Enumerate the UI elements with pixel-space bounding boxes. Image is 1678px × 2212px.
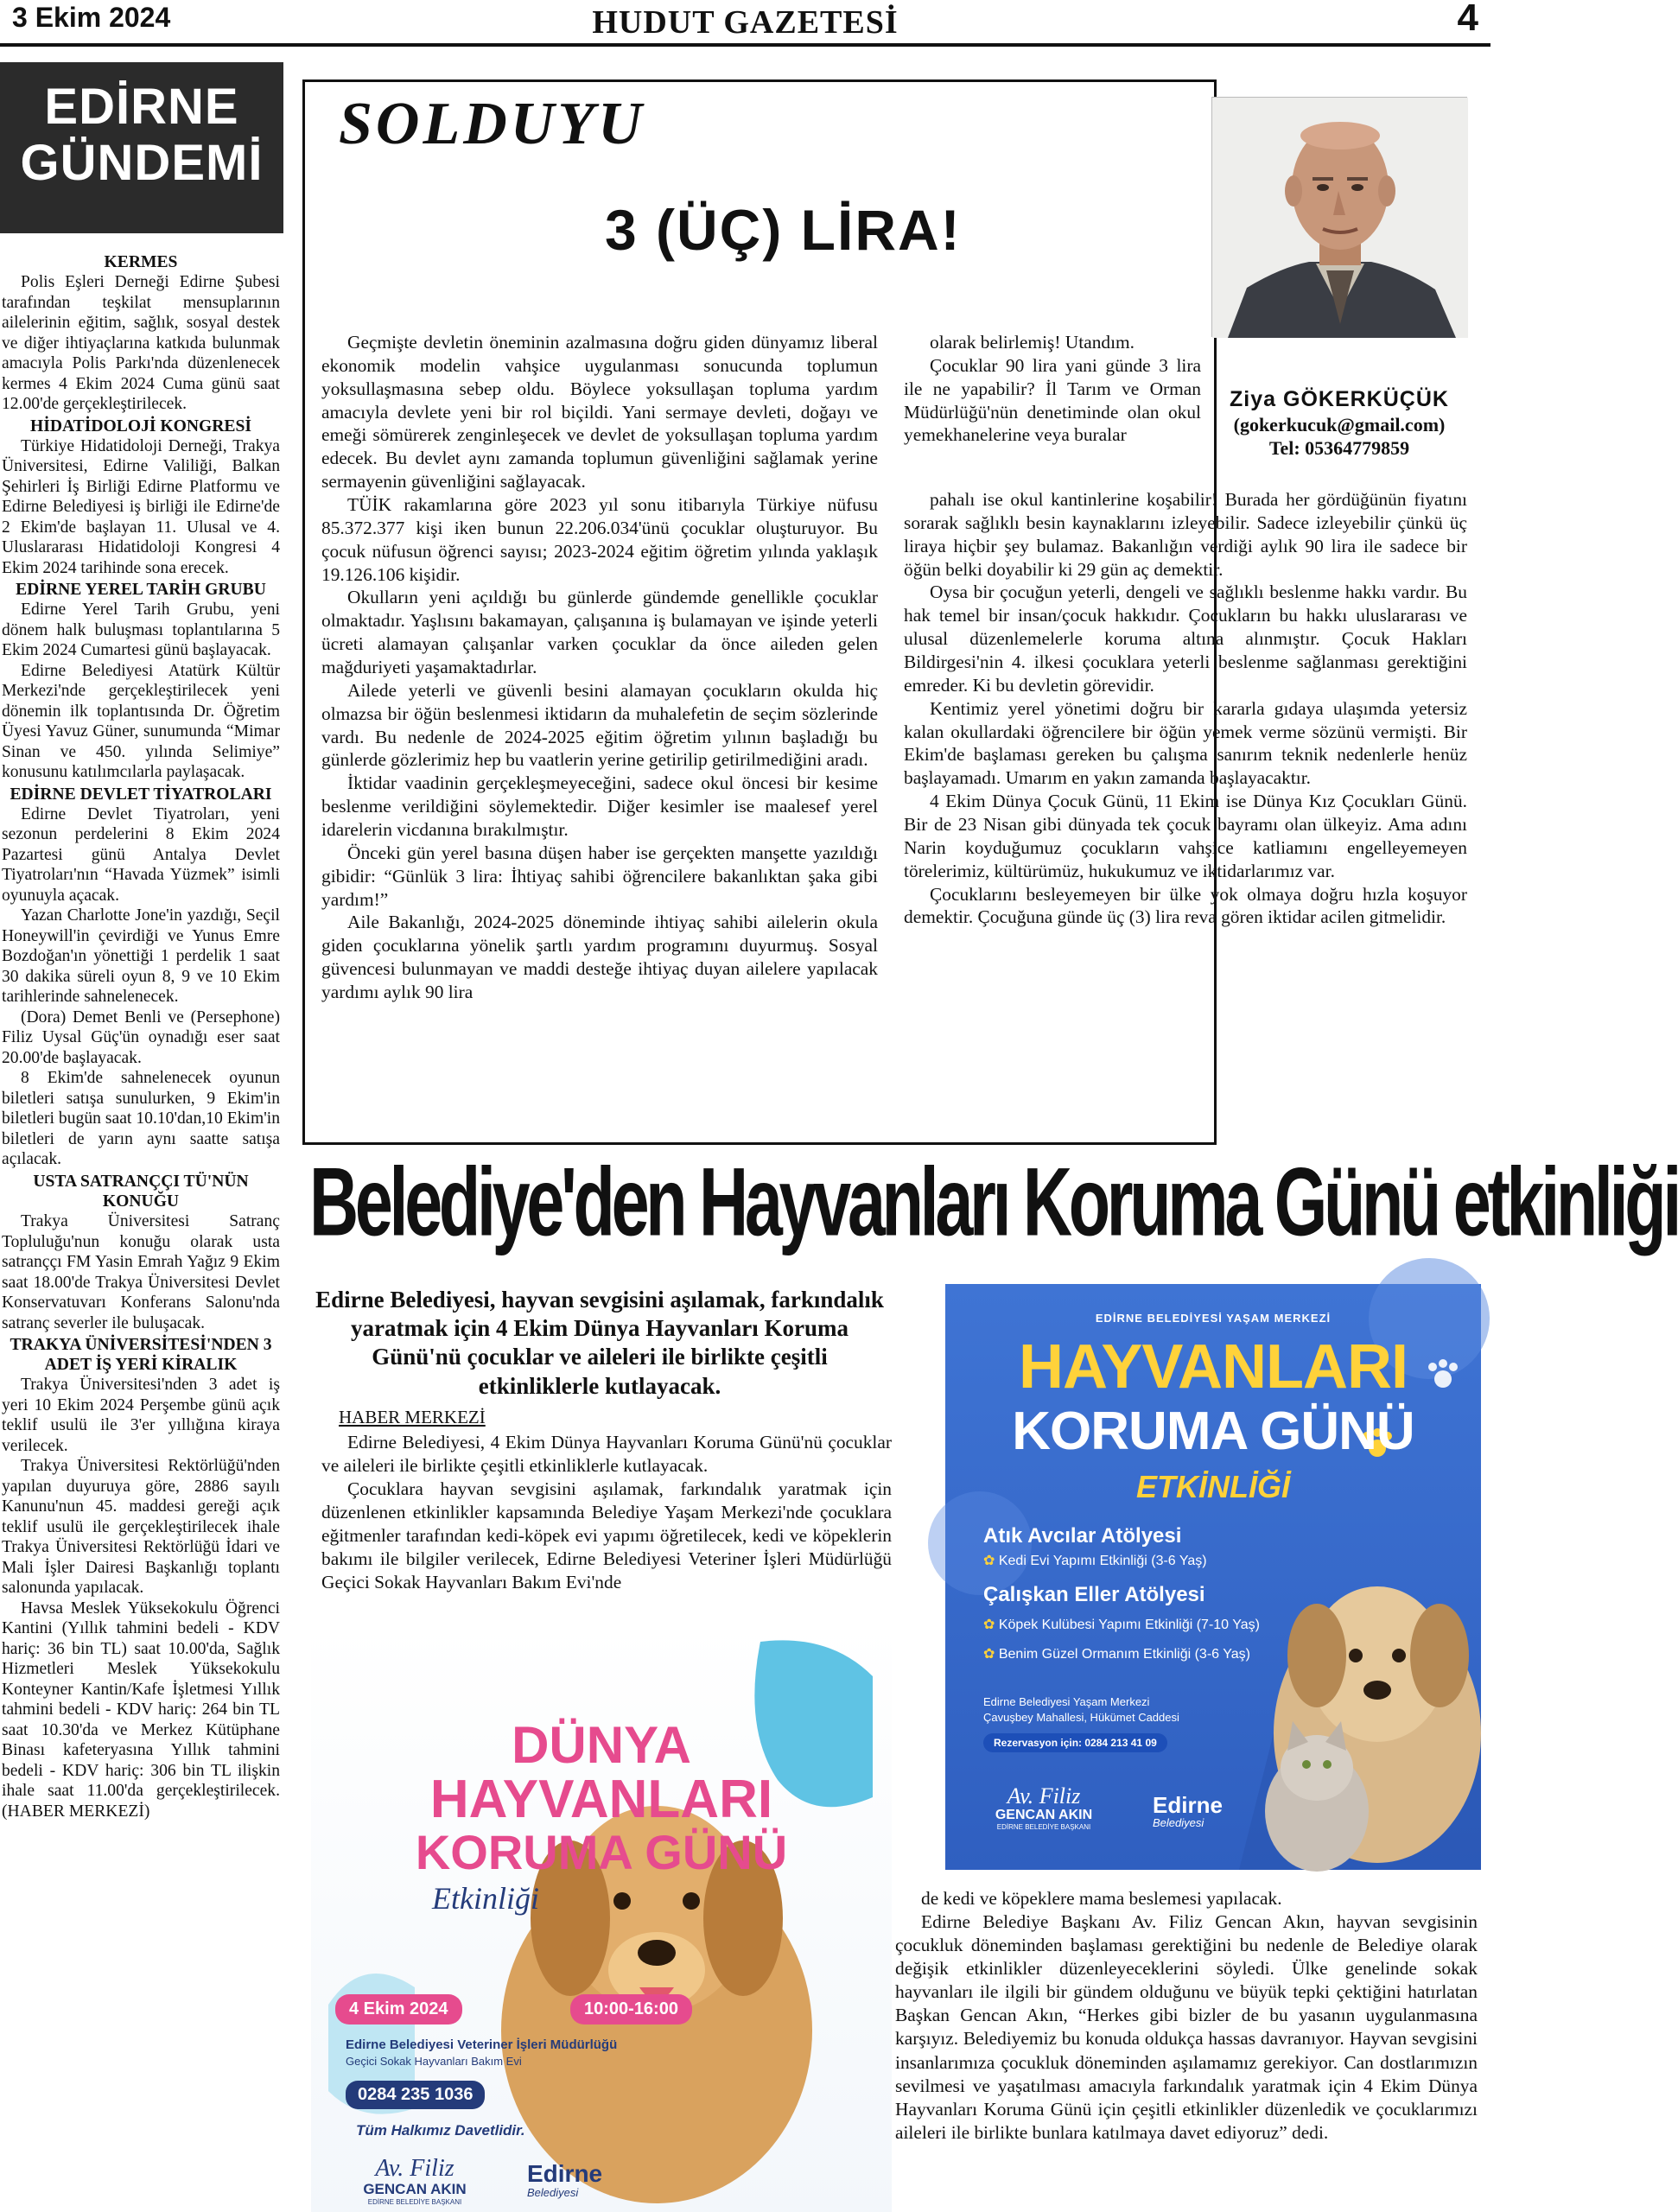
poster2-time: 10:00-16:00 <box>570 1994 692 2024</box>
poster1-address1: Edirne Belediyesi Yaşam Merkezi <box>983 1695 1150 1708</box>
paragraph: Ailede yeterli ve güvenli besini alamayan çocukların okulda hiç olmazsa bir öğün beslenmesi iktidarın da muhalefetin de seçim sözlerinde vardı. Bu nedenle de 2024-2025 eğitim öğretim yılının başladığı bu günlerde gözlerimiz hep bu vaatlerin yerine getirilip getirilmediğini aradı. <box>321 679 878 771</box>
news-body-1 <box>321 1431 892 1595</box>
logo-edirne: Edirne <box>527 2160 603 2187</box>
paragraph: Çocuklar 90 lira yani günde 3 lira ile ne yapabilir? İl Tarım ve Orman Müdürlüğü'nün denetiminde olan okul yemekhanelerine veya buralar <box>904 354 1201 446</box>
paragraph: İktidar vaadinin gerçekleşmeyeceğini, sadece okul öncesi bir kesime beslenme verildiğini söylemektedir. Diğer kesimler ise maalesef yerel idarelerin vicdanına bırakılmıştır. <box>321 772 878 841</box>
news-lead: Edirne Belediyesi, hayvan sevgisini aşılamak, farkındalık yaratmak için 4 Ekim Dünya Hayvanları Koruma Günü'nü çocuklar ve aileleri ile birlikte çeşitli etkinliklerle kutlayacak. <box>315 1287 884 1399</box>
logo-name: GENCAN AKIN <box>995 1808 1093 1822</box>
gundem-item-title: USTA SATRANÇÇI TÜ'NÜN KONUĞU <box>33 1172 249 1211</box>
author-photo <box>1211 97 1467 337</box>
poster2-logo-akin <box>346 2157 484 2206</box>
paragraph: Edirne Belediyesi, 4 Ekim Dünya Hayvanları Koruma Günü'nü çocuklar ve aileleri ile birlikte çeşitli etkinliklerle kutlayacak. <box>321 1432 892 1477</box>
paragraph: TÜİK rakamlarına göre 2023 yıl sonu itibarıyla Türkiye nüfusu 85.372.377 kişi iken bunun 22.206.034'ünü çocuklar oluşturuyor. Bu çocuk nüfusun öğrenci sayısı; 2023-2024 eğitim öğretim yılında yaklaşık 19.126.106 kişidir. <box>321 494 878 585</box>
column-text-left <box>321 331 878 1004</box>
gundem-item <box>2 1335 280 1821</box>
logo-sub: EDİRNE BELEDİYE BAŞKANI <box>367 2198 462 2206</box>
gundem-item-title: TRAKYA ÜNİVERSİTESİ'NDEN 3 ADET İŞ YERİ KİRALIK <box>10 1336 272 1375</box>
column-label: SOLDUYU <box>339 91 645 157</box>
poster1-reservation: Rezervasyon için: 0284 213 41 09 <box>983 1733 1167 1752</box>
paragraph: (Dora) Demet Benli ve (Persephone) Filiz Uysal Güç'ün oynadığı eser saat 20.00'de başlayacak. <box>2 1007 280 1067</box>
news-body-2 <box>895 1887 1478 2145</box>
news-headline: Belediye'den Hayvanları Koruma Günü etkinliği <box>309 1148 1678 1256</box>
paragraph: Edirne Yerel Tarih Grubu, yeni dönem halk buluşması toplantılarına 5 Ekim 2024 Cumartesi günü başlayacak. <box>2 601 280 660</box>
paragraph: 8 Ekim'de sahnelenecek oyunun biletleri satışa sunulurken, 9 Ekim'in biletleri bugün saat 10.10'dan,10 Ekim'in biletleri de yarın aynı saatte satışa açılacak. <box>2 1069 280 1169</box>
logo-filiz: Filiz <box>1039 1783 1081 1808</box>
paragraph: Oysa bir çocuğun yeterli, dengeli ve sağlıklı beslenme hakkı vardır. Bu hak temel bir insan/çocuk hakkıdır. Çocukların bu hakkı uluslararası ve ulusal düzenlemelerle koruma altına alınmıştır. Çocuk Hakları Bildirgesi'nin 4. ilkesi çocuklara yeterli beslenme sağlanması gerektiğini emreder. Ki bu devletin görevidir. <box>904 582 1467 696</box>
poster1-item3-text: Benim Güzel Ormanım Etkinliği (3-6 Yaş) <box>998 1647 1250 1662</box>
gundem-column <box>2 252 280 1823</box>
gundem-item-title: EDİRNE DEVLET TİYATROLARI <box>10 785 272 804</box>
paw-icon: ✿ <box>983 1618 999 1632</box>
gundem-item-title: HİDATİDOLOJİ KONGRESİ <box>29 416 252 435</box>
poster1-logo-edirne <box>1153 1794 1223 1829</box>
author-name: Ziya GÖKERKÜÇÜK <box>1230 387 1449 411</box>
header-rule <box>0 43 1490 47</box>
paragraph: Aile Bakanlığı, 2024-2025 döneminde ihtiyaç sahibi ailelerin okula giden çocuklarına yönelik şartlı yardım programını duyurmuş. Sosyal güvencesi bulunmayan ve maddi desteğe ihtiyaç duyan ailelere yapılacak yardımı aylık 90 lira <box>321 912 878 1003</box>
paragraph: Edirne Belediye Başkanı Av. Filiz Gencan Akın, hayvan sevgisinin çocukluk döneminden başlaması gerektiğini bu nedenle de Belediye olarak değişik etkinlikler düzenleyeceklerini söyledi. Ülke genelinde sokak hayvanları ile ilgili bir gündem olduğunu ve büyük tepki çektiğini hatırlatan Başkan Gencan Akın, “Herkes gibi bizler de bu yasanın uygulanmasına karşıyız. Belediyemiz bu konuda oldukça hassas davranıyor. Hayvan sevgisini insanlarımıza çocukluk döneminden aşılamamız gerekiyor. Can dostlarımızın sevilmesi ve yaşatılması amacıyla farkındalık yaratmak için 4 Ekim Dünya Hayvanları Koruma Günü için çeşitli etkinlikler düzenledik ve çocuklarımızı aileleri ile birlikte bunlara katılmaya davet ediyoruz” dedi. <box>895 1911 1478 2143</box>
paragraph: Çocuklarını besleyemeyen bir ülke yok olmaya doğru hızla koşuyor demektir. Çocuğuna günde üç (3) lira reva gören iktidar acilen gitmelidir. <box>904 883 1467 928</box>
poster1-logo-akin <box>983 1785 1104 1831</box>
logo-av: Av. <box>1007 1783 1034 1808</box>
poster2-title2: HAYVANLARI <box>429 1770 773 1829</box>
paragraph: Çocuklara hayvan sevgisini aşılamak, farkındalık yaratmak için düzenlenen etkinlikler kapsamında Belediye Yaşam Merkezi'nde çocuklara eğitmenler tarafından kedi-köpek evi yapımı öğretilecek, kedi ve köpeklerin bakımı ile bilgiler verilecek, Edirne Belediyesi Veteriner İşleri Müdürlüğü Geçici Sokak Hayvanları Bakım Evi'nde <box>321 1478 892 1593</box>
column-text-right-bottom <box>904 488 1467 929</box>
author-email: (gokerkucuk@gmail.com) <box>1233 414 1446 435</box>
poster-yasam-merkezi <box>945 1284 1481 1870</box>
paragraph: Yazan Charlotte Jone'in yazdığı, Seçil Honeywill'in çevirdiği ve Yunus Emre Bozdoğan'ın yönettiği 1 perdelik 1 saat 30 dakika süreli oyun 8, 9 ve 10 Ekim tarihlerinde sahnelenecek. <box>2 906 280 1007</box>
poster2-logo-edirne <box>527 2162 602 2199</box>
gundem-item <box>2 1172 280 1333</box>
poster1-address2: Çavuşbey Mahallesi, Hükümet Caddesi <box>983 1711 1179 1724</box>
paw-icon: ✿ <box>983 1647 999 1662</box>
poster1-title1: HAYVANLARI <box>1018 1332 1408 1402</box>
poster2-phone: 0284 235 1036 <box>346 2081 485 2109</box>
gundem-item <box>2 580 280 783</box>
paragraph: 4 Ekim Dünya Çocuk Günü, 11 Ekim ise Dünya Kız Çocukları Günü. Bir de 23 Nisan gibi dünyada tek çocuk bayramı olan ülkeyiz. Ama adını Narin koyduğumuz çocukların vahşice katliamını engelleyemeyen törelerimiz, kültürümüz, hukukumuz ve iktidarlarımız var. <box>904 791 1467 881</box>
paragraph: Önceki gün yerel basına düşen haber ise gerçekten manşette yazıldığı gibidir: “Günlük 3 lira: İhtiyaç sahibi öğrencilere bakanlıktan şaka gibi yardım!” <box>321 842 878 910</box>
poster1-item2 <box>983 1616 1260 1633</box>
paragraph: Havsa Meslek Yüksekokulu Öğrenci Kantini (Yıllık tahmini bedeli - KDV hariç: 36 bin TL) saat 10.00'da, Sağlık Hizmetleri Meslek Yüksekokulu Konteyner Kantin/Kafe İşletmesi Yıllık tahmini bedeli - KDV hariç: 264 bin TL saat 10.30'da ve Merkez Kütüphane Binası kafeteryasına Yıllık tahmini bedeli - KDV hariç: 306 bin TL ilişkin ihale saat 11.00'da gerçekleştirilecek. (HABER MERKEZİ) <box>2 1599 280 1821</box>
gundem-title-line2: GÜNDEMİ <box>20 134 264 191</box>
issue-date: 3 Ekim 2024 <box>12 2 171 33</box>
gundem-item-title: KERMES <box>104 253 178 271</box>
gundem-item <box>2 252 280 415</box>
paragraph: Trakya Üniversitesi Satranç Topluluğu'nun konuğu olarak usta satranççı FM Yasin Emrah Yağız 9 Ekim saat 18.00'de Trakya Üniversitesi Devlet Konservatuvarı Konferans Salonu'nda satranç severler ile buluşacak. <box>2 1212 280 1332</box>
poster2-place1: Edirne Belediyesi Veteriner İşleri Müdürlüğü <box>346 2037 618 2052</box>
paragraph: Okulların yeni açıldığı bu günlerde gündemde genellikle çocuklar olmaktadır. Yaşlısını bakamayan, çalışanına iş bulamayan ve işinde yeterli ücreti alamayan çalışanlar varken çocuklar da önce aileden gelen mağduriyeti yaşamaktadırlar. <box>321 587 878 678</box>
poster2-invite: Tüm Halkımız Davetlidir. <box>356 2122 525 2139</box>
paragraph: Trakya Üniversitesi'nden 3 adet iş yeri 10 Ekim 2024 Perşembe günü açık teklif usulü ile 3'er yıllığına kiraya verilecek. <box>2 1376 280 1455</box>
poster1-top-label: EDİRNE BELEDİYESİ YAŞAM MERKEZİ <box>1095 1312 1332 1325</box>
poster1-item1-text: Kedi Evi Yapımı Etkinliği (3-6 Yaş) <box>998 1554 1207 1568</box>
paragraph: Türkiye Hidatidoloji Derneği, Trakya Üniversitesi, Edirne Valiliği, Balkan Şehirleri İş Birliği Edirne Platformu ve Edirne Belediyesi iş birliği ile Edirne'de 2 Ekim'de başlayan 11. Ulusal ve 4. Uluslararası Hidatidoloji Kongresi 4 Ekim 2024 tarihinde sona erecek. <box>2 436 280 577</box>
poster1-workshop2: Çalışkan Eller Atölyesi <box>983 1583 1205 1606</box>
logo-name: GENCAN AKIN <box>363 2181 467 2197</box>
gundem-title-box <box>0 62 283 233</box>
logo-belediyesi: Belediyesi <box>527 2186 579 2199</box>
poster1-item1 <box>983 1552 1207 1569</box>
logo-filiz: Filiz <box>410 2155 454 2182</box>
poster2-title1: DÜNYA <box>512 1716 691 1774</box>
poster1-item2-text: Köpek Kulübesi Yapımı Etkinliği (7-10 Yaş) <box>998 1618 1260 1632</box>
column-title: 3 (ÜÇ) LİRA! <box>605 198 962 262</box>
logo-edirne: Edirne <box>1153 1792 1223 1818</box>
poster1-item3 <box>983 1645 1250 1662</box>
page-number: 4 <box>1457 0 1478 39</box>
gundem-item <box>2 416 280 579</box>
paragraph: Trakya Üniversitesi Rektörlüğü'nden yapılan duyuruya göre, 2886 sayılı Kanunu'nun 45. maddesi gereği açık teklif usulü ile gerçekleştirilecek ihale Trakya Üniversitesi Rektörlüğü İdari ve Mali İşler Dairesi Başkanlığı toplantı salonunda yapılacak. <box>2 1457 280 1598</box>
paragraph: Geçmişte devletin öneminin azalmasına doğru giden dünyamız liberal ekonomik modelin vahşice uygulanması sonucunda toplumun yoksullaşmasına sebep oldu. Böylece yoksullaşan topluma yardım amacıyla devlete yeni bir rol biçildi. Yani sermaye devleti, doğayı ve emeği sömürerek zenginleşecek ve devlet de yoksullaşan topluma yardım edecek. Bu devlet aynı zamanda toplumun güvenliğini sağlamak yerine sermayenin güvenliğini sağlayacak. <box>321 332 878 493</box>
paragraph: de kedi ve köpeklere mama beslemesi yapılacak. <box>921 1888 1282 1909</box>
paragraph: Polis Eşleri Derneği Edirne Şubesi tarafından teşkilat mensuplarının ailelerinin eğitim, sağlık, sosyal destek ve diğer ihtiyaçlarına katkıda bulunmak amacıyla Polis Parkı'nda düzenlenecek kermes 4 Ekim 2024 Cuma günü saat 12.00'de gerçekleştirilecek. <box>2 273 280 414</box>
poster2-title3: KORUMA GÜNÜ <box>415 1825 788 1879</box>
poster1-title2: KORUMA GÜNÜ <box>1012 1402 1414 1461</box>
paragraph: Edirne Belediyesi Atatürk Kültür Merkezi'nde gerçekleştirilecek yeni dönemin ilk toplantısında Dr. Öğretim Üyesi Yavuz Güner, sunumunda “Mimar Sinan ve 450. yılında Selimiye” konusunu katılımcılarla paylaşacak. <box>2 661 280 782</box>
paragraph: pahalı ise okul kantinlerine koşabilir! Burada her gördüğünün fiyatını sorarak sağlıklı besin kaynaklarını izleyebilir. Sadece izleyebilir çünkü üç liraya hiçbir şey bulamaz. Bakanlığın verdiği aylık 90 lira ile sadece bir öğün belki doyabilir ki 29 gün aç demektir. <box>904 489 1467 580</box>
poster-veteriner <box>311 1624 892 2212</box>
logo-av: Av. <box>375 2155 404 2182</box>
poster2-date: 4 Ekim 2024 <box>335 1994 462 2024</box>
logo-sub: EDİRNE BELEDİYE BAŞKANI <box>996 1823 1091 1831</box>
newspaper-name: HUDUT GAZETESİ <box>592 4 899 41</box>
gundem-item-title: EDİRNE YEREL TARİH GRUBU <box>16 581 266 600</box>
column-text-right-top <box>904 331 1201 447</box>
paw-icon: ✿ <box>983 1554 999 1568</box>
news-byline: HABER MERKEZİ <box>339 1407 486 1427</box>
author-info <box>1210 386 1469 461</box>
paragraph: olarak belirlemiş! Utandım. <box>930 332 1135 353</box>
paragraph: Edirne Devlet Tiyatroları, yeni sezonun perdelerini 8 Ekim 2024 Pazartesi günü Antalya Devlet Tiyatroları'nın “Havada Yüzmek” isimli oyunuyla açacak. <box>2 804 280 905</box>
author-tel: Tel: 05364779859 <box>1268 437 1410 460</box>
poster1-workshop1: Atık Avcılar Atölyesi <box>983 1524 1182 1548</box>
gundem-item <box>2 785 280 1170</box>
logo-belediyesi: Belediyesi <box>1153 1816 1204 1829</box>
poster1-subtitle: ETKİNLİĞİ <box>1136 1469 1290 1504</box>
poster2-place2: Geçici Sokak Hayvanları Bakım Evi <box>346 2055 522 2068</box>
gundem-title-line1: EDİRNE <box>44 79 239 135</box>
paragraph: Kentimiz yerel yönetimi doğru bir kararla gıdaya ulaşımda yetersiz kalan okullardaki öğrencilere bir öğün yemek verme sözünü vermişti. Bir Ekim'de başlaması gereken bu çalışma sanırım teknik nedenlerle henüz başlayamadı. Umarım en yakın zamanda başlayacaktır. <box>904 697 1467 789</box>
poster2-subtitle: Etkinliği <box>432 1881 539 1916</box>
